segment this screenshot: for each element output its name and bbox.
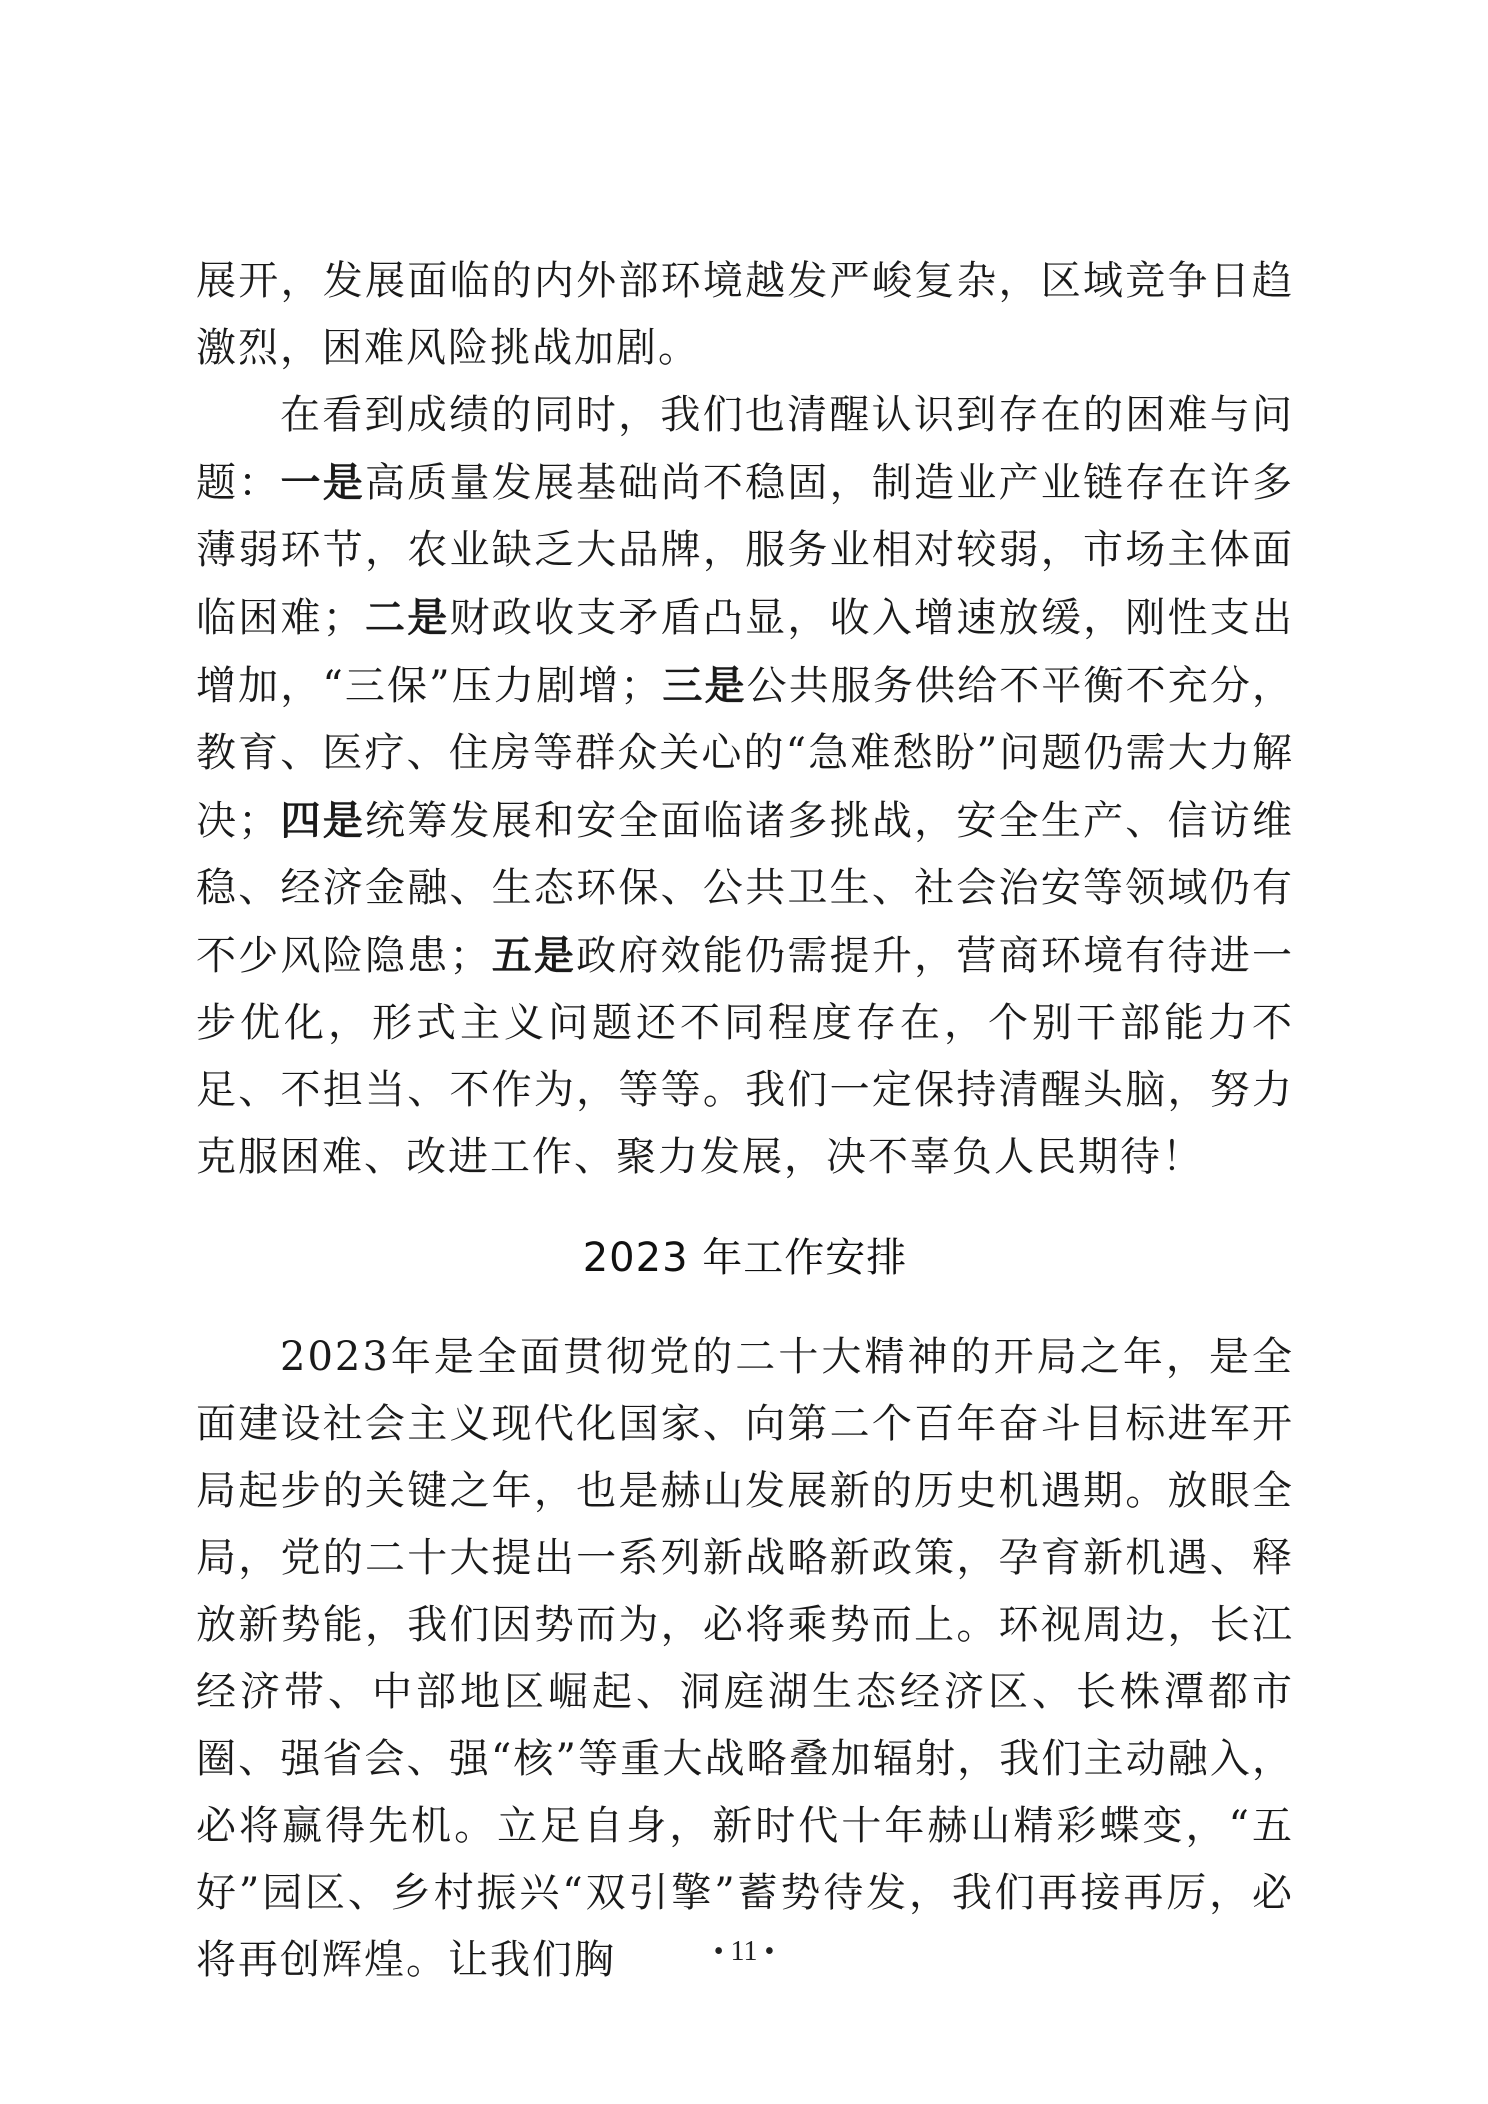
text-segment: 高质量发展基础尚不稳固，制造业产业链存在许多薄弱环节，农业缺乏大品牌，服务业相对较弱，市场主体面临困难；: [196, 460, 1295, 641]
text-segment: 财政收支矛盾凸显，收入增速放缓，刚性支出增加，“三保”压力剧增；: [196, 595, 1295, 709]
text-segment: 公共服务供给不平衡不充分，教育、医疗、住房等群众关心的“急难愁盼”问题仍需大力解决；: [196, 663, 1295, 844]
page-number: • 11 •: [713, 1936, 775, 1967]
paragraph-continuation: [196, 248, 1294, 382]
text-segment: 在看到成绩的同时，我们也清醒认识到存在的困难与问题：: [196, 392, 1294, 506]
text-segment: 展开，发展面临的内外部环境越发严峻复杂，区域竞争日趋激烈，困难风险挑战加剧。: [196, 258, 1294, 371]
page-content: [196, 248, 1294, 1994]
text-segment: 2023年是全面贯彻党的二十大精神的开局之年，是全面建设社会主义现代化国家、向第二个百年奋斗目标进军开局起步的关键之年，也是赫山发展新的历史机遇期。放眼全局，党的二十大提出一系列新战略新政策，孕育新机遇、释放新势能，我们因势而为，必将乘势而上。环视周边，长江经济带、中部地区崛起、洞庭湖生态经济区、长株潭都市圈、强省会、强“核”等重大战略叠加辐射，我们主动融入，必将赢得先机。立足自身，新时代十年赫山精彩蝶变，“五好”园区、乡村振兴“双引擎”蓄势待发，我们再接再厉，必将再创辉煌。让我们胸: [196, 1334, 1294, 1983]
text-segment: 政府效能仍需提升，营商环境有待进一步优化，形式主义问题还不同程度存在，个别干部能力不足、不担当、不作为，等等。我们一定保持清醒头脑，努力克服困难、改进工作、聚力发展，决不辜负人民期待！: [196, 933, 1295, 1180]
bold-marker: 三是: [662, 662, 747, 709]
bold-marker: 五是: [491, 932, 577, 979]
text-segment: 统筹发展和安全面临诸多挑战，安全生产、信访维稳、经济金融、生态环保、公共卫生、社会治安等领域仍有不少风险隐患；: [196, 798, 1295, 979]
bold-marker: 二是: [364, 594, 450, 641]
paragraph-problems: [196, 382, 1294, 1191]
bold-marker: 四是: [280, 797, 365, 844]
bold-marker: 一是: [280, 459, 365, 506]
paragraph-work-plan: [196, 1324, 1294, 1994]
section-heading: 2023 年工作安排: [582, 1235, 908, 1281]
